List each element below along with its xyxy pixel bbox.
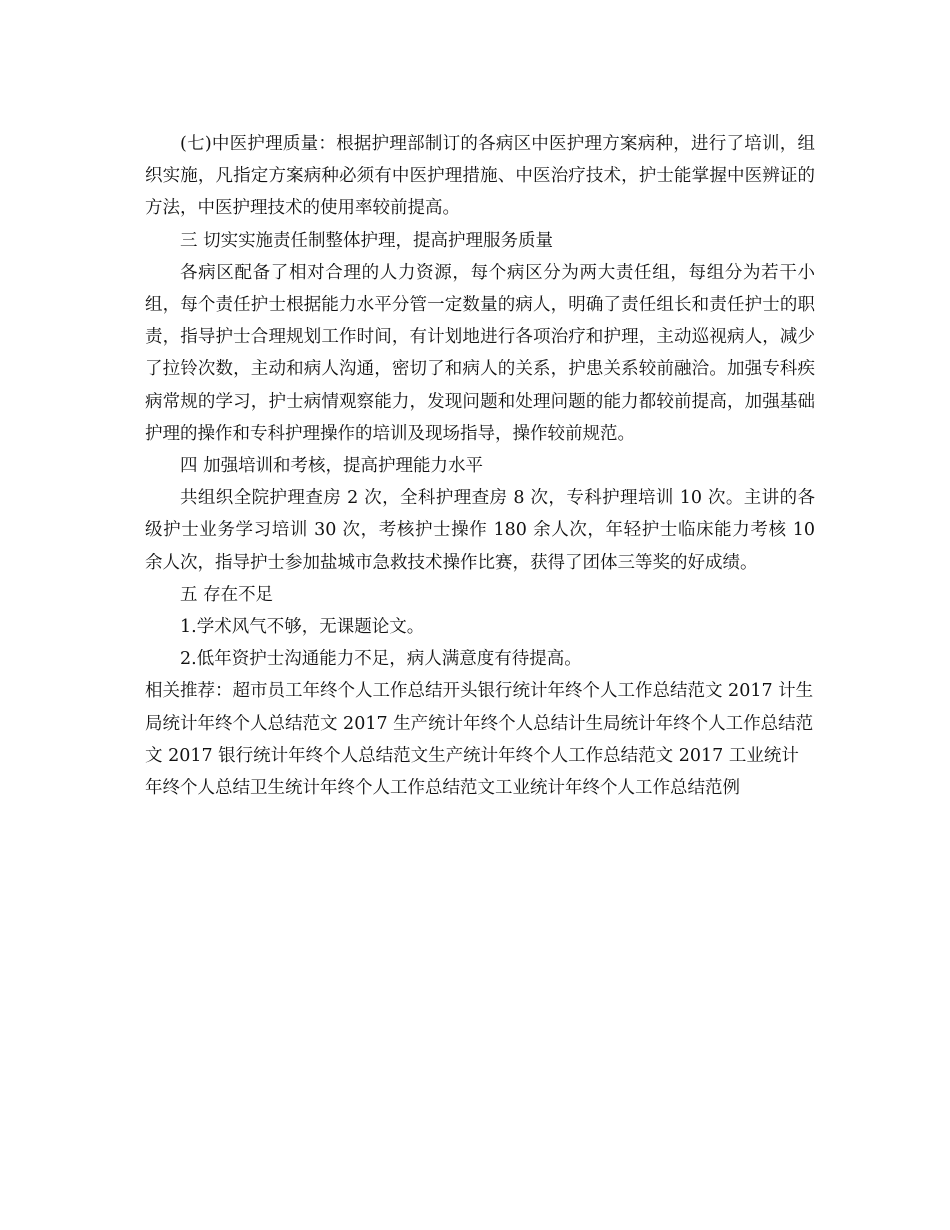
section3-paragraph: 各病区配备了相对合理的人力资源，每个病区分为两大责任组，每组分为若干小组，每个责任护士根据能力水平分管一定数量的病人，明确了责任组长和责任护士的职责，指导护士合理规划工作时间，有计划地进行各项治疗和护理，主动巡视病人，减少了拉铃次数，主动和病人沟通，密切了和病人的关系，护患关系较前融洽。加强专科疾病常规的学习，护士病情观察能力，发现问题和处理问题的能力都较前提高，加强基础护理的操作和专科护理操作的培训及现场指导，操作较前规范。 bbox=[145, 262, 815, 444]
section4-heading: 四 加强培训和考核，提高护理能力水平 bbox=[180, 456, 484, 477]
shortcoming-item-1: 1.学术风气不够，无课题论文。 bbox=[180, 617, 425, 638]
section5-heading: 五 存在不足 bbox=[180, 584, 274, 605]
related-recommendations: 相关推荐：超市员工年终个人工作总结开头银行统计年终个人工作总结范文 2017 计生局统计年终个人总结范文 2017 生产统计年终个人总结计生局统计年终个人工作总结范文 2017 银行统计年终个人总结范文生产统计年终个人工作总结范文 2017 工业统计年终个人总结卫生统计年终个人工作总结范文工业统计年终个人工作总结范例 bbox=[145, 681, 814, 799]
section4-paragraph: 共组织全院护理查房 2 次，全科护理查房 8 次，专科护理培训 10 次。主讲的各级护士业务学习培训 30 次，考核护士操作 180 余人次，年轻护士临床能力考核 10 余人次，指导护士参加盐城市急救技术操作比赛，获得了团体三等奖的好成绩。 bbox=[145, 488, 815, 573]
section3-heading: 三 切实实施责任制整体护理，提高护理服务质量 bbox=[180, 230, 554, 251]
shortcoming-item-2: 2.低年资护士沟通能力不足，病人满意度有待提高。 bbox=[180, 649, 582, 670]
document-page bbox=[145, 128, 815, 804]
section7-paragraph: (七)中医护理质量：根据护理部制订的各病区中医护理方案病种，进行了培训，组织实施，凡指定方案病种必须有中医护理措施、中医治疗技术，护士能掌握中医辨证的方法，中医护理技术的使用率较前提高。 bbox=[145, 134, 815, 219]
